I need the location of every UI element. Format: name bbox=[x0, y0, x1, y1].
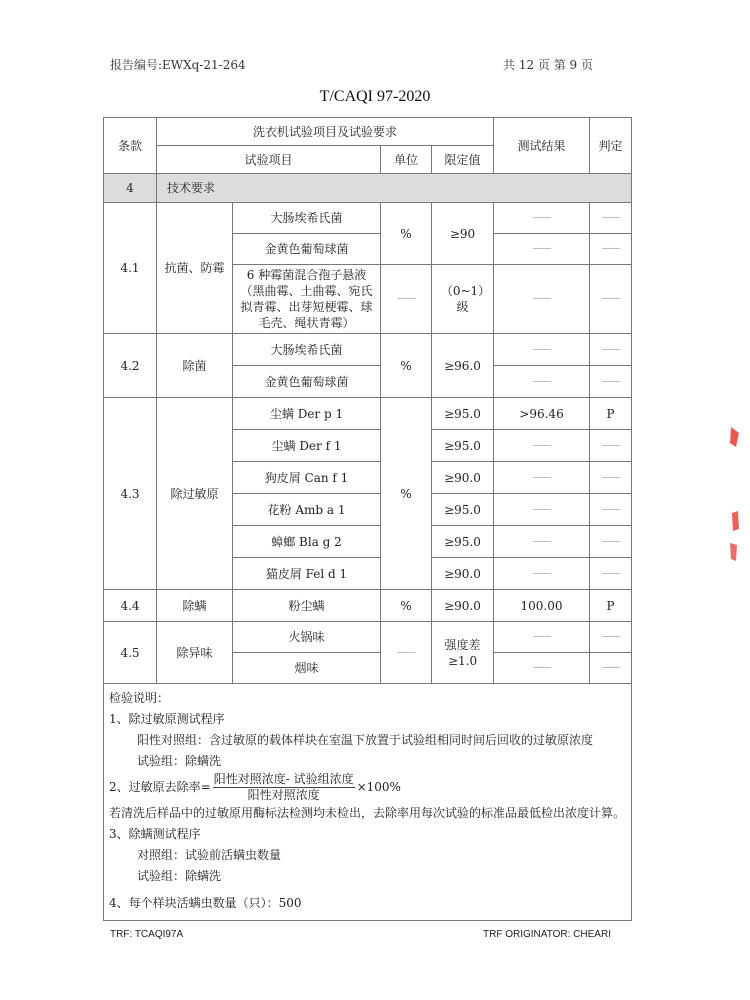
judge-cell: —— bbox=[590, 494, 632, 526]
sub-item: 花粉 Amb a 1 bbox=[233, 494, 381, 526]
sub-item: 金黄色葡萄球菌 bbox=[233, 234, 381, 265]
judge-cell: P bbox=[590, 398, 632, 430]
judge-cell: —— bbox=[590, 462, 632, 494]
unit-cell: % bbox=[381, 398, 432, 590]
result-cell: —— bbox=[494, 265, 590, 334]
judge-cell: P bbox=[590, 590, 632, 622]
formula-suffix: ×100% bbox=[356, 780, 401, 794]
notes-item-3-control: 对照组：试验前活螨虫数量 bbox=[137, 848, 282, 862]
judge-cell: —— bbox=[590, 430, 632, 462]
result-cell: >96.46 bbox=[494, 398, 590, 430]
formula-prefix: 2、过敏原去除率= bbox=[109, 780, 211, 794]
sub-item: 尘螨 Der p 1 bbox=[233, 398, 381, 430]
result-cell: —— bbox=[494, 526, 590, 558]
sub-item: 大肠埃希氏菌 bbox=[233, 334, 381, 366]
limit-cell: ≥90 bbox=[432, 203, 494, 265]
unit-cell: % bbox=[381, 590, 432, 622]
judge-cell: —— bbox=[590, 234, 632, 265]
sub-item: 粉尘螨 bbox=[233, 590, 381, 622]
result-cell: —— bbox=[494, 234, 590, 265]
sub-item: 蟑螂 Bla g 2 bbox=[233, 526, 381, 558]
judge-cell: —— bbox=[590, 653, 632, 684]
header-group: 洗衣机试验项目及试验要求 bbox=[157, 118, 494, 146]
item-4-3: 除过敏原 bbox=[157, 398, 233, 590]
sub-item: 狗皮屑 Can f 1 bbox=[233, 462, 381, 494]
removal-rate-formula bbox=[109, 772, 627, 803]
sub-item: 金黄色葡萄球菌 bbox=[233, 366, 381, 398]
sub-item: 猫皮屑 Fel d 1 bbox=[233, 558, 381, 590]
result-cell: —— bbox=[494, 653, 590, 684]
sub-item: 6 种霉菌混合孢子悬液（黑曲霉、土曲霉、宛氏拟青霉、出芽短梗霉、球毛壳、绳状青霉） bbox=[233, 265, 381, 334]
sub-item: 尘螨 Der f 1 bbox=[233, 430, 381, 462]
limit-cell: ≥90.0 bbox=[432, 558, 494, 590]
test-notes bbox=[104, 684, 632, 921]
judge-cell: —— bbox=[590, 203, 632, 234]
footer-form-code: TRF: TCAQI97A bbox=[110, 929, 184, 940]
limit-cell: ≥90.0 bbox=[432, 462, 494, 494]
limit-cell: 强度差≥1.0 bbox=[432, 622, 494, 684]
notes-title: 检验说明： bbox=[109, 691, 170, 705]
unit-cell: % bbox=[381, 203, 432, 265]
notes-item-2-text: 若清洗后样品中的过敏原用酶标法检测均未检出，去除率用每次试验的标准品最低检出浓度计算。 bbox=[109, 806, 626, 820]
page-indicator: 共 12 页 第 9 页 bbox=[503, 58, 593, 72]
notes-item-4: 4、每个样块活螨虫数量（只）：500 bbox=[109, 896, 302, 910]
limit-cell: ≥90.0 bbox=[432, 590, 494, 622]
limit-cell: ≥95.0 bbox=[432, 398, 494, 430]
header-result: 测试结果 bbox=[494, 118, 590, 174]
standard-title: T/CAQI 97-2020 bbox=[319, 88, 431, 105]
section-number: 4 bbox=[104, 174, 157, 203]
notes-item-1: 1、除过敏原测试程序 bbox=[109, 712, 225, 726]
result-cell: 100.00 bbox=[494, 590, 590, 622]
item-4-1: 抗菌、防霉 bbox=[157, 203, 233, 334]
clause-4-3: 4.3 bbox=[104, 398, 157, 590]
clause-4-2: 4.2 bbox=[104, 334, 157, 398]
judge-cell: —— bbox=[590, 366, 632, 398]
item-4-4: 除螨 bbox=[157, 590, 233, 622]
sub-item: 大肠埃希氏菌 bbox=[233, 203, 381, 234]
judge-cell: —— bbox=[590, 622, 632, 653]
judge-cell: —— bbox=[590, 265, 632, 334]
judge-cell: —— bbox=[590, 526, 632, 558]
result-cell: —— bbox=[494, 494, 590, 526]
notes-item-1-test: 试验组：除螨洗 bbox=[137, 754, 222, 768]
header-unit: 单位 bbox=[381, 146, 432, 174]
report-number: 报告编号:EWXq-21-264 bbox=[110, 58, 246, 72]
section-label: 技术要求 bbox=[157, 174, 632, 203]
judge-cell: —— bbox=[590, 558, 632, 590]
limit-cell: ≥95.0 bbox=[432, 430, 494, 462]
notes-item-3: 3、除螨测试程序 bbox=[109, 827, 201, 841]
unit-cell: —— bbox=[381, 265, 432, 334]
item-4-2: 除菌 bbox=[157, 334, 233, 398]
unit-cell: —— bbox=[381, 622, 432, 684]
formula-numerator: 阳性对照浓度- 试验组浓度 bbox=[213, 772, 354, 786]
unit-cell: % bbox=[381, 334, 432, 398]
result-cell: —— bbox=[494, 430, 590, 462]
footer-originator: TRF ORIGINATOR: CHEARI bbox=[483, 929, 611, 940]
sub-item: 火锅味 bbox=[233, 622, 381, 653]
judge-cell: —— bbox=[590, 334, 632, 366]
header-judge: 判定 bbox=[590, 118, 632, 174]
formula-fraction bbox=[213, 772, 355, 803]
seal-stamp-fragment bbox=[727, 425, 741, 565]
result-cell: —— bbox=[494, 622, 590, 653]
notes-item-1-control: 阳性对照组：含过敏原的载体样块在室温下放置于试验组相同时间后回收的过敏原浓度 bbox=[137, 733, 594, 747]
clause-4-4: 4.4 bbox=[104, 590, 157, 622]
result-cell: —— bbox=[494, 334, 590, 366]
clause-4-1: 4.1 bbox=[104, 203, 157, 334]
sub-item: 烟味 bbox=[233, 653, 381, 684]
limit-cell: ≥95.0 bbox=[432, 526, 494, 558]
header-item: 试验项目 bbox=[157, 146, 381, 174]
result-cell: —— bbox=[494, 203, 590, 234]
clause-4-5: 4.5 bbox=[104, 622, 157, 684]
header-limit: 限定值 bbox=[432, 146, 494, 174]
limit-cell: ≥95.0 bbox=[432, 494, 494, 526]
test-results-table bbox=[103, 117, 632, 921]
formula-denominator: 阳性对照浓度 bbox=[247, 788, 320, 802]
result-cell: —— bbox=[494, 558, 590, 590]
item-4-5: 除异味 bbox=[157, 622, 233, 684]
header-clause: 条款 bbox=[104, 118, 157, 174]
limit-cell: ≥96.0 bbox=[432, 334, 494, 398]
notes-item-3-test: 试验组：除螨洗 bbox=[137, 869, 222, 883]
result-cell: —— bbox=[494, 366, 590, 398]
limit-cell: （0~1）级 bbox=[432, 265, 494, 334]
result-cell: —— bbox=[494, 462, 590, 494]
